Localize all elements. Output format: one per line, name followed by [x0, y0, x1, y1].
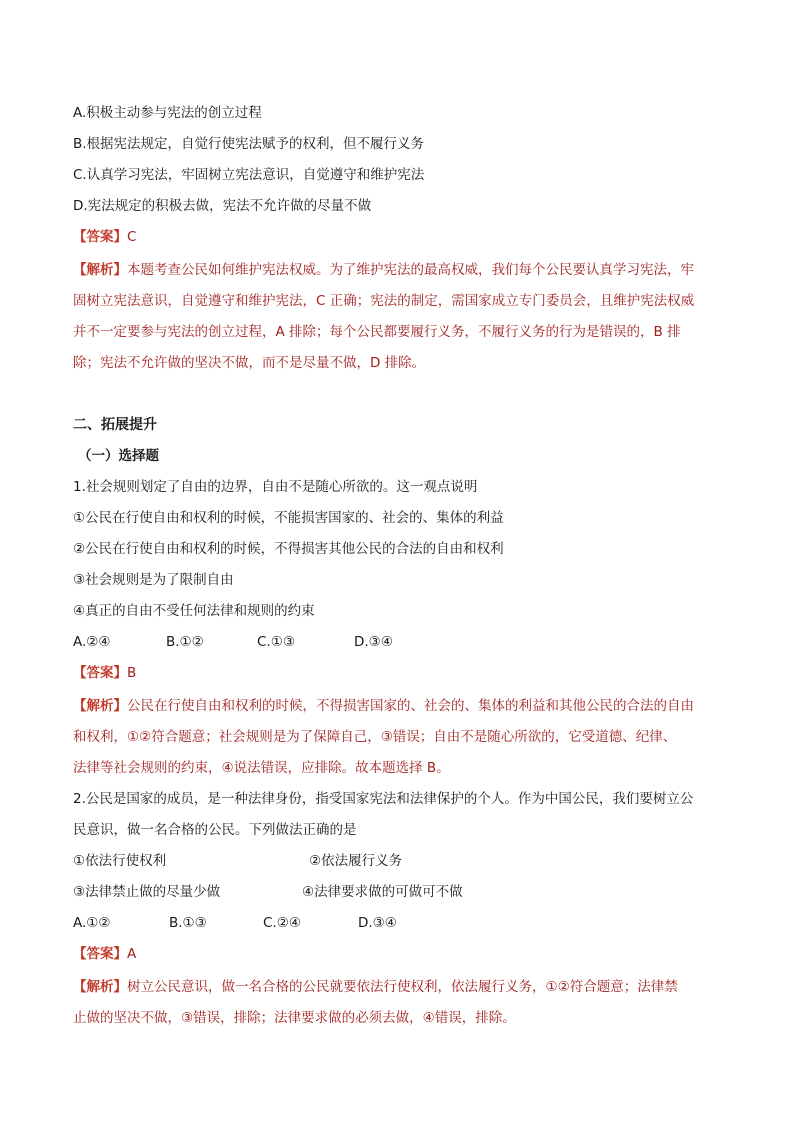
q1-choices: [73, 632, 733, 652]
section-subtitle: （一）选择题: [78, 448, 159, 464]
analysis-text: 公民在行使自由和权利的时候，不得损害国家的、社会的、集体的利益和其他公民的合法的自由: [127, 698, 694, 714]
q0-analysis-line-3: 并不一定要参与宪法的创立过程，A 排除；每个公民都要履行义务，不履行义务的行为是错误的，B 排: [73, 324, 681, 340]
q2-analysis-line-1: [73, 977, 733, 997]
q1-item-4: ④真正的自由不受任何法律和规则的约束: [73, 603, 315, 619]
q2-analysis-line-2: 止做的坚决不做，③错误，排除；法律要求做的必须去做，④错误，排除。: [73, 1010, 516, 1026]
answer-label: 【答案】: [73, 665, 127, 681]
q2-choice-b: B.①③: [169, 915, 207, 931]
q0-option-c: C.认真学习宪法，牢固树立宪法意识，自觉遵守和维护宪法: [73, 167, 425, 183]
q1-item-2: ②公民在行使自由和权利的时候，不得损害其他公民的合法的自由和权利: [73, 541, 504, 557]
analysis-label: 【解析】: [73, 979, 127, 995]
answer-value: B: [127, 665, 137, 681]
q1-analysis-line-1: [73, 696, 733, 716]
q1-choice-b: B.①②: [166, 634, 204, 650]
q0-analysis-line-4: 除；宪法不允许做的坚决不做，而不是尽量不做，D 排除。: [73, 355, 426, 371]
q1-item-3: ③社会规则是为了限制自由: [73, 572, 234, 588]
answer-label: 【答案】: [73, 229, 127, 245]
q2-item-3: ③法律禁止做的尽量少做: [73, 884, 221, 900]
q1-item-1: ①公民在行使自由和权利的时候，不能损害国家的、社会的、集体的利益: [73, 510, 504, 526]
section-title: 二、拓展提升: [73, 417, 157, 433]
q1-stem: 1.社会规则划定了自由的边界，自由不是随心所欲的。这一观点说明: [73, 479, 478, 495]
analysis-text: 本题考查公民如何维护宪法权威。为了维护宪法的最高权威，我们每个公民要认真学习宪法，牢: [127, 262, 694, 278]
q0-answer: [73, 227, 733, 247]
q2-item-1: ①依法行使权利: [73, 853, 167, 869]
q2-stem-line-1: 2.公民是国家的成员，是一种法律身份，指受国家宪法和法律保护的个人。作为中国公民，我们要树立公: [73, 791, 694, 807]
q0-analysis-line-2: 固树立宪法意识，自觉遵守和维护宪法，C 正确；宪法的制定，需国家成立专门委员会，且维护宪法权威: [73, 293, 695, 309]
q1-analysis-line-2: 和权利，①②符合题意；社会规则是为了保障自己，③错误；自由不是随心所欲的，它受道德、纪律、: [73, 729, 677, 745]
q2-stem-line-2: 民意识，做一名合格的公民。下列做法正确的是: [73, 822, 357, 838]
q0-option-d: D.宪法规定的积极去做，宪法不允许做的尽量不做: [73, 198, 372, 214]
q1-choice-c: C.①③: [257, 634, 295, 650]
answer-label: 【答案】: [73, 946, 127, 962]
q0-option-b: B.根据宪法规定，自觉行使宪法赋予的权利，但不履行义务: [73, 136, 425, 152]
q2-choice-a: A.①②: [73, 915, 111, 931]
q1-choice-a: A.②④: [73, 634, 111, 650]
q2-items-row-1: [73, 851, 733, 871]
analysis-text: 树立公民意识，做一名合格的公民就要依法行使权利，依法履行义务，①②符合题意；法律禁: [127, 979, 678, 995]
q2-choice-d: D.③④: [358, 915, 397, 931]
q2-item-4: ④法律要求做的可做可不做: [302, 884, 463, 900]
answer-value: A: [127, 946, 137, 962]
analysis-label: 【解析】: [73, 262, 127, 278]
q0-option-a: A.积极主动参与宪法的创立过程: [73, 105, 262, 121]
analysis-label: 【解析】: [73, 698, 127, 714]
q0-analysis-line-1: [73, 260, 733, 280]
answer-value: C: [127, 229, 137, 245]
q2-choices: [73, 913, 733, 933]
q2-choice-c: C.②④: [263, 915, 301, 931]
q1-choice-d: D.③④: [354, 634, 393, 650]
q2-answer: [73, 944, 733, 964]
q2-item-2: ②依法履行义务: [309, 853, 403, 869]
q1-analysis-line-3: 法律等社会规则的约束，④说法错误，应排除。故本题选择 B。: [73, 760, 450, 776]
q1-answer: [73, 663, 733, 683]
q2-items-row-2: [73, 882, 733, 902]
